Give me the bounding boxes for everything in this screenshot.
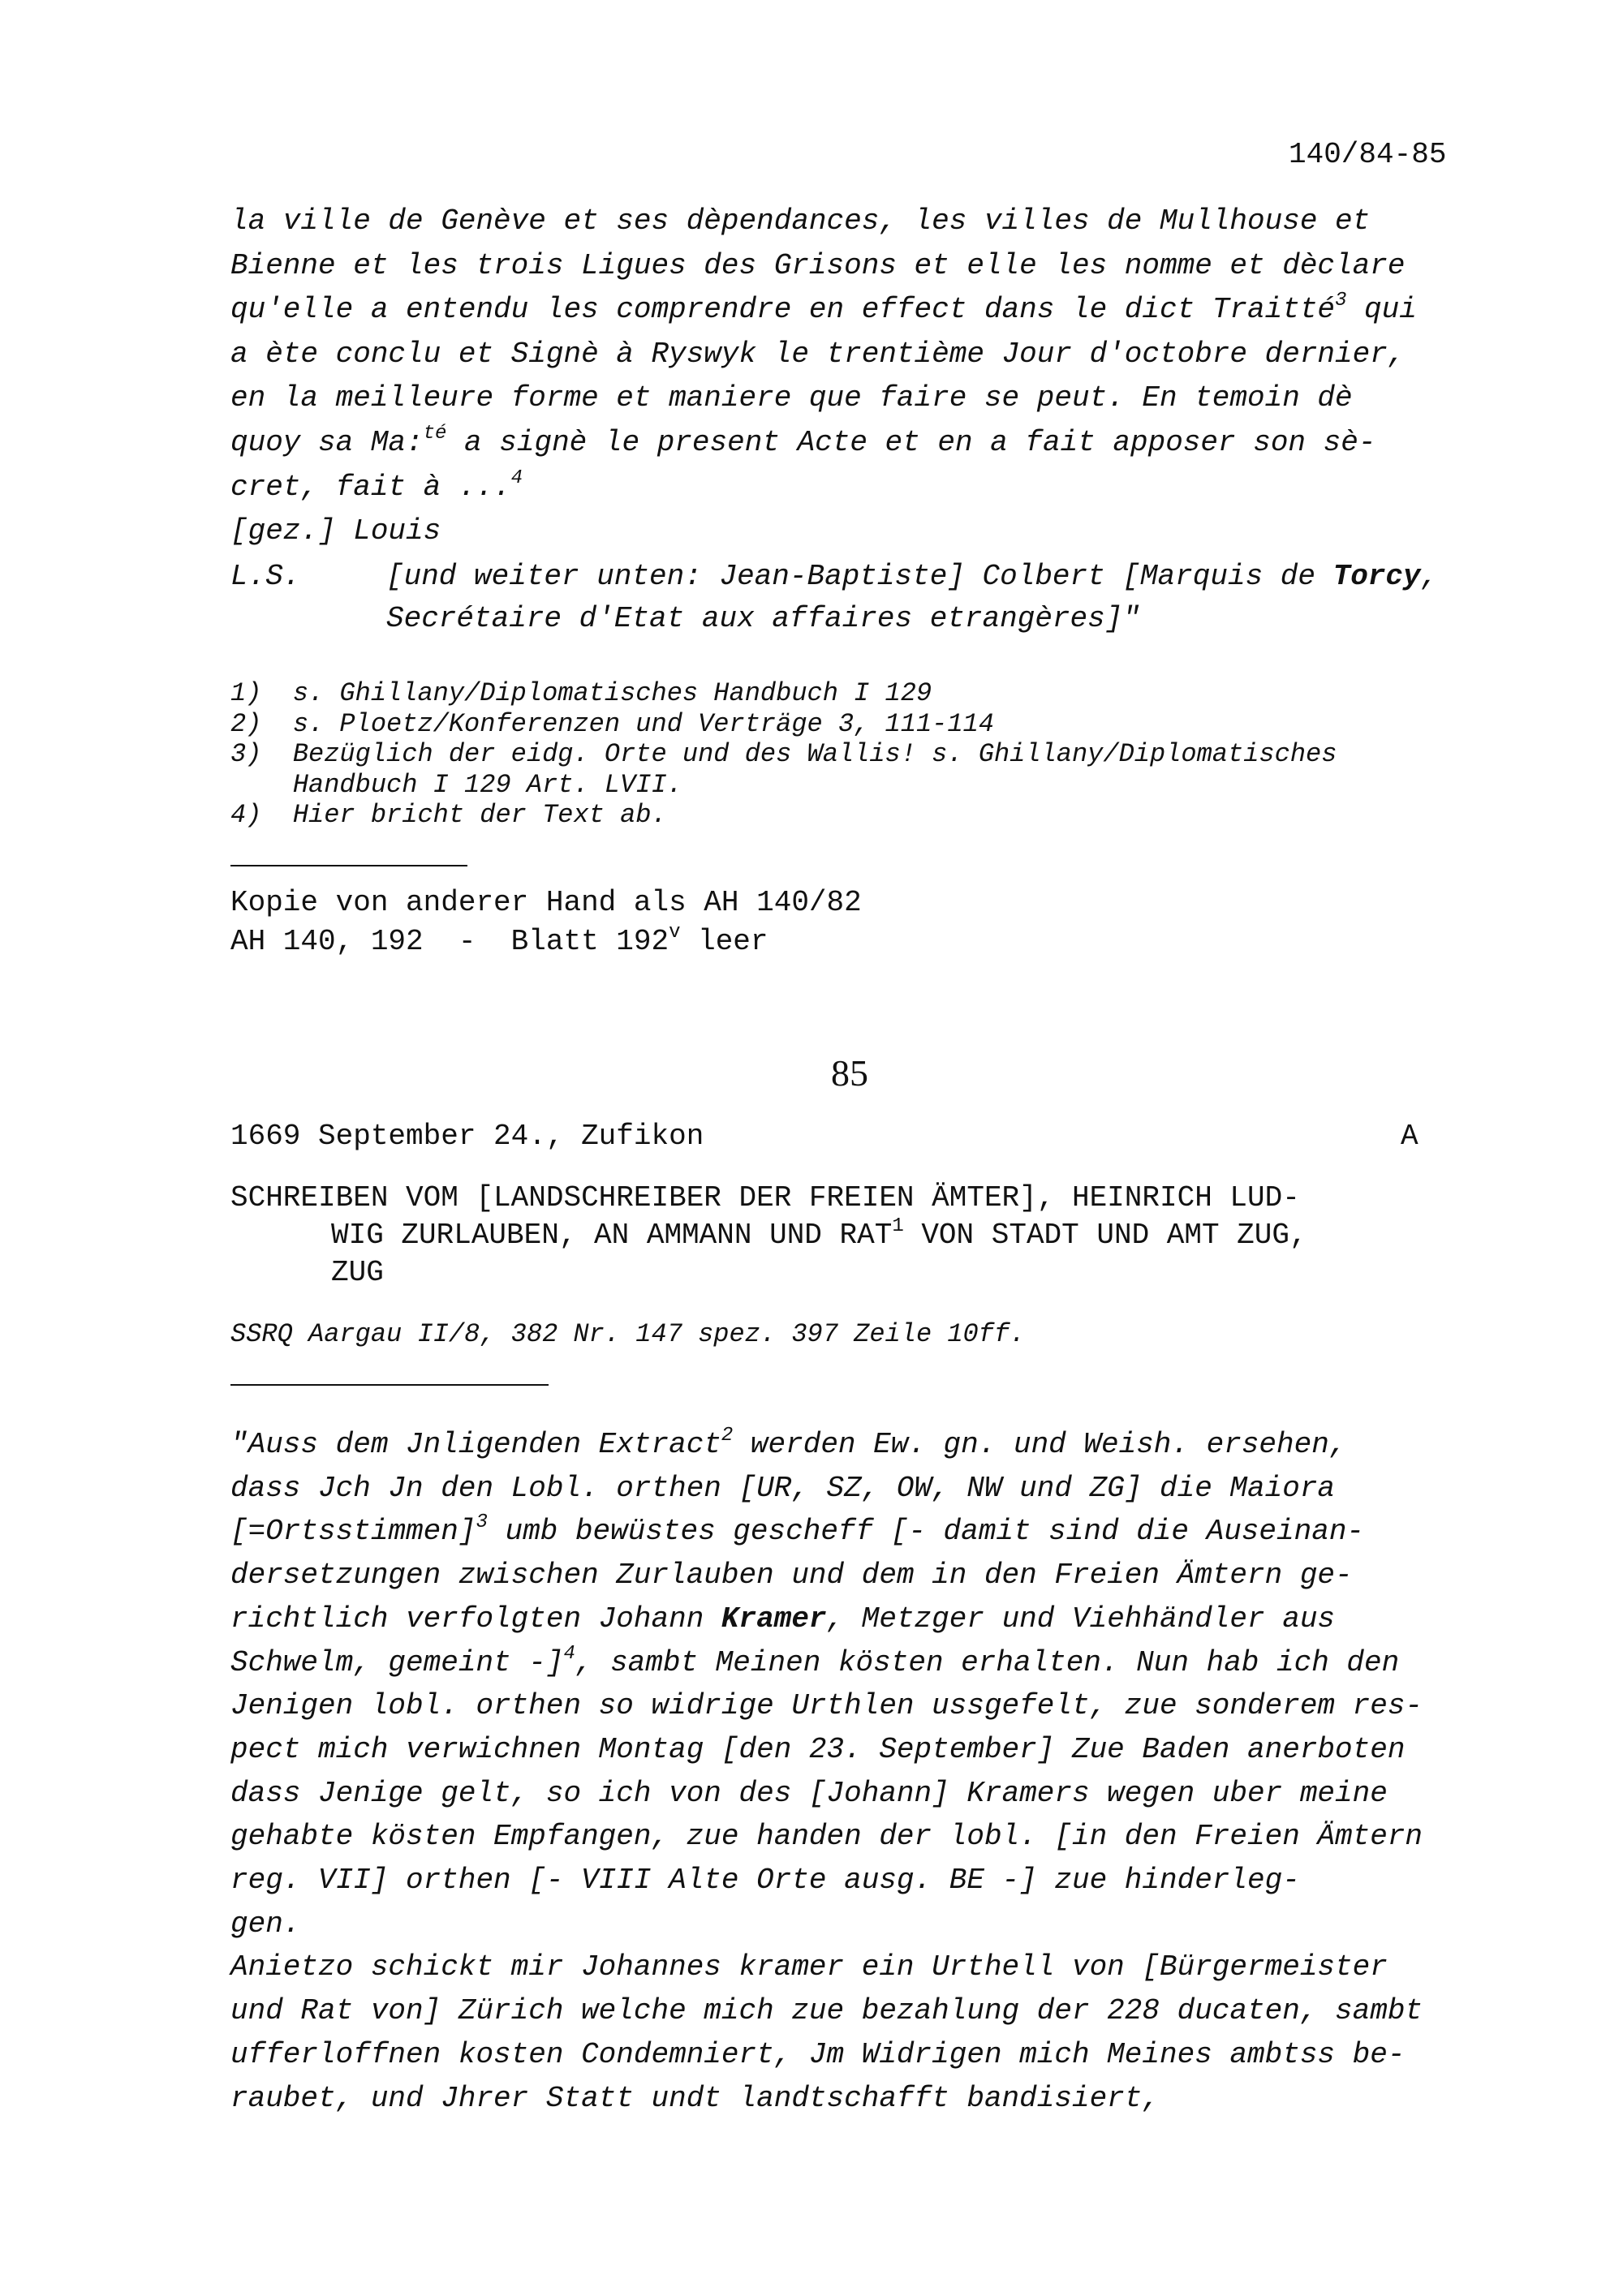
text-line: Bienne et les trois Ligues des Grisons et elle les nomme et dèclare (230, 248, 1406, 282)
text-line: richtlich verfolgten Johann Kramer, Metzger und Viehhändler aus (230, 1602, 1336, 1636)
text-line: ufferloffnen kosten Condemniert, Jm Widrigen mich Meines ambtss be- (230, 2037, 1406, 2071)
text-line: pect mich verwichnen Montag [den 23. September] Zue Baden anerboten (230, 1732, 1406, 1766)
signature-line-1: [und weiter unten: Jean-Baptiste] Colbert [Marquis de Torcy, (386, 560, 1439, 593)
text-line: a ète conclu et Signè à Ryswyk le trentième Jour d'octobre dernier, (230, 337, 1406, 371)
text-line: und Rat von] Zürich welche mich zue bezahlung der 228 ducaten, sambt (230, 1994, 1423, 2028)
divider (230, 1384, 549, 1386)
text-line: [=Ortsstimmen]$^3$ umb bewüstes gescheff [- damit sind die Auseinan- (230, 1511, 1365, 1549)
text-line: en la meilleure forme et maniere que faire se peut. En temoin dè (230, 381, 1353, 415)
footnote-line: 1) s. Ghillany/Diplomatisches Handbuch I 129 (230, 678, 932, 708)
footnote-line: 4) Hier bricht der Text ab. (230, 800, 667, 830)
text-line: Anietzo schickt mir Johannes kramer ein Urthell von [Bürgermeister (230, 1950, 1388, 1984)
text-line: gehabte kösten Empfangen, zue handen der lobl. [in den Freien Ämtern (230, 1820, 1423, 1854)
text-line: Jenigen lobl. orthen so widrige Urthlen ussgefelt, zue sonderem res- (230, 1689, 1423, 1723)
source-note-archive: AH 140, 192 - Blatt 192$^v$ leer (230, 922, 768, 958)
text-line: raubet, und Jhrer Statt undt landtschafft bandisiert, (230, 2081, 1160, 2115)
text-line: gen. (230, 1907, 301, 1941)
seal-mark: L.S. (230, 560, 301, 593)
document-number: 85 (831, 1052, 868, 1094)
text-line: dass Jch Jn den Lobl. orthen [UR, SZ, OW, NW und ZG] die Maiora (230, 1471, 1336, 1505)
document-reference: SSRQ Aargau II/8, 382 Nr. 147 spez. 397 Zeile 10ff. (230, 1319, 1026, 1349)
document-title-line-1: SCHREIBEN VOM [LANDSCHREIBER DER FREIEN ÄMTER], HEINRICH LUD- (230, 1181, 1300, 1215)
footnote-line: Handbuch I 129 Art. LVII. (230, 769, 682, 800)
source-note: Kopie von anderer Hand als AH 140/82 (230, 886, 862, 919)
footnote-line: 2) s. Ploetz/Konferenzen und Verträge 3, 111-114 (230, 708, 994, 739)
footnote-line: 3) Bezüglich der eidg. Orte und des Wallis! s. Ghillany/Diplomatisches (230, 739, 1337, 769)
text-line: qu'elle a entendu les comprendre en effect dans le dict Traitté$^3$ qui (230, 290, 1417, 327)
document-classification: A (1401, 1120, 1419, 1153)
divider (230, 865, 467, 866)
text-line: Schwelm, gemeint -]$^4$, sambt Meinen kösten erhalten. Nun hab ich den (230, 1642, 1400, 1679)
document-date-place: 1669 September 24., Zufikon (230, 1120, 704, 1153)
signature-name-torcy: Torcy (1332, 560, 1421, 593)
text-line: reg. VII] orthen [- VIII Alte Orte ausg. BE -] zue hinderleg- (230, 1864, 1300, 1897)
page-reference: 140/84-85 (1289, 138, 1447, 171)
text-line: [gez.] Louis (230, 514, 441, 548)
document-title-line-2: WIG ZURLAUBEN, AN AMMANN UND RAT$^1$ VON STADT UND AMT ZUG, (331, 1215, 1307, 1252)
text-line: cret, fait à ...$^4$ (230, 467, 523, 504)
signature-line-2: Secrétaire d'Etat aux affaires etrangères]" (386, 602, 1140, 635)
text-line: "Auss dem Jnligenden Extract$^2$ werden Ew. gn. und Weish. ersehen, (230, 1425, 1347, 1461)
text-line: quoy sa Ma:$^{té}$ a signè le present Acte et en a fait apposer son sè- (230, 423, 1376, 459)
document-title-line-3: ZUG (331, 1256, 384, 1289)
text-line: la ville de Genève et ses dèpendances, les villes de Mullhouse et (230, 204, 1371, 238)
text-line: dersetzungen zwischen Zurlauben und dem in den Freien Ämtern ge- (230, 1559, 1353, 1593)
text-line: dass Jenige gelt, so ich von des [Johann] Kramers wegen uber meine (230, 1776, 1388, 1810)
